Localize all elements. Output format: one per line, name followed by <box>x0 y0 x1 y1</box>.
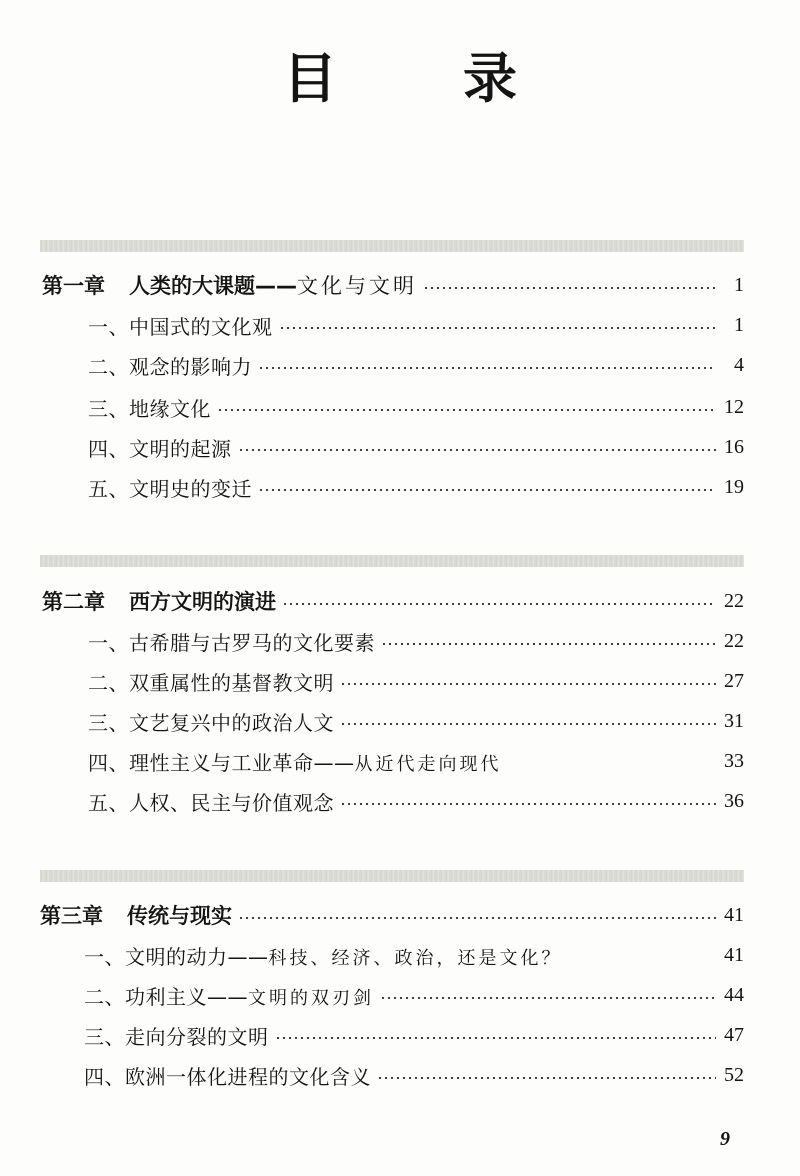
section-label: 二、功利主义——文明的双刃剑 <box>84 984 374 1009</box>
chapter-divider <box>40 555 744 567</box>
page-number: 19 <box>724 475 744 498</box>
toc-section[interactable] <box>0 786 800 816</box>
page-number: 12 <box>724 395 744 418</box>
section-label: 四、理性主义与工业革命——从近代走向现代 <box>88 750 502 775</box>
chapter-title: 人类的大课题—— <box>129 274 297 298</box>
leader-dots <box>258 489 716 491</box>
toc-section[interactable] <box>0 432 800 462</box>
chapter-label <box>42 270 417 300</box>
chapter-divider <box>40 870 744 882</box>
chapter-title: 传统与现实 <box>127 904 232 928</box>
leader-dots <box>340 803 716 805</box>
page-number: 1 <box>734 273 744 296</box>
page-number: 36 <box>724 789 744 812</box>
leader-dots <box>508 763 717 765</box>
chapter-subtitle: 文化与文明 <box>297 274 417 298</box>
toc-section[interactable] <box>0 1020 800 1050</box>
page-number: 27 <box>724 669 744 692</box>
chapter-label <box>42 586 276 616</box>
toc-section[interactable] <box>0 472 800 502</box>
section-label: 四、文明的起源 <box>88 436 232 461</box>
section-label: 一、古希腊与古罗马的文化要素 <box>88 630 375 655</box>
page-number: 44 <box>724 983 744 1006</box>
chapter-number: 第一章 <box>42 274 105 298</box>
toc-section[interactable] <box>0 350 800 380</box>
leader-dots <box>340 723 716 725</box>
chapter-divider <box>40 240 744 252</box>
section-label: 一、中国式的文化观 <box>88 314 273 339</box>
toc-section[interactable] <box>0 626 800 656</box>
toc-section[interactable] <box>0 980 800 1010</box>
section-label: 五、人权、民主与价值观念 <box>88 790 334 815</box>
leader-dots <box>238 449 717 451</box>
page-number: 47 <box>724 1023 744 1046</box>
toc-section[interactable] <box>0 1060 800 1090</box>
toc-chapter-2[interactable] <box>0 586 800 616</box>
page-number: 22 <box>724 629 744 652</box>
page-number: 41 <box>724 943 744 966</box>
toc-chapter-3[interactable] <box>0 900 800 930</box>
toc-section[interactable] <box>0 940 800 970</box>
page-number: 31 <box>724 709 744 732</box>
section-label: 二、观念的影响力 <box>88 354 252 379</box>
leader-dots <box>238 917 716 919</box>
chapter-number: 第三章 <box>40 904 103 928</box>
page-number: 1 <box>734 313 744 336</box>
leader-dots <box>258 367 716 369</box>
leader-dots <box>377 1077 716 1079</box>
page-number: 16 <box>724 435 744 458</box>
section-label: 三、文艺复兴中的政治人文 <box>88 710 334 735</box>
toc-section[interactable] <box>0 706 800 736</box>
chapter-number: 第二章 <box>42 590 105 614</box>
page-number: 22 <box>724 589 744 612</box>
section-label: 四、欧洲一体化进程的文化含义 <box>84 1064 371 1089</box>
page-number: 33 <box>724 749 744 772</box>
leader-dots <box>569 957 717 959</box>
folio-page-number: 9 <box>720 1128 730 1150</box>
toc-section[interactable] <box>0 666 800 696</box>
page-title: 目 录 <box>283 47 553 110</box>
leader-dots <box>381 643 716 645</box>
toc-section[interactable] <box>0 746 800 776</box>
toc-section[interactable] <box>0 392 800 422</box>
leader-dots <box>340 683 716 685</box>
toc-section[interactable] <box>0 310 800 340</box>
section-label: 三、走向分裂的文明 <box>84 1024 269 1049</box>
section-label: 一、文明的动力——科技、经济、政治，还是文化？ <box>84 944 563 969</box>
chapter-title: 西方文明的演进 <box>129 590 276 614</box>
leader-dots <box>217 409 716 411</box>
section-label: 三、地缘文化 <box>88 396 211 421</box>
section-label: 二、双重属性的基督教文明 <box>88 670 334 695</box>
chapter-label <box>40 900 232 930</box>
section-label: 五、文明史的变迁 <box>88 476 252 501</box>
leader-dots <box>279 327 717 329</box>
leader-dots <box>282 603 716 605</box>
page-number: 4 <box>734 353 744 376</box>
leader-dots <box>423 287 716 289</box>
page-number: 41 <box>724 903 744 926</box>
leader-dots <box>275 1037 717 1039</box>
page-number: 52 <box>724 1063 744 1086</box>
leader-dots <box>380 997 716 999</box>
toc-chapter-1[interactable] <box>0 270 800 300</box>
